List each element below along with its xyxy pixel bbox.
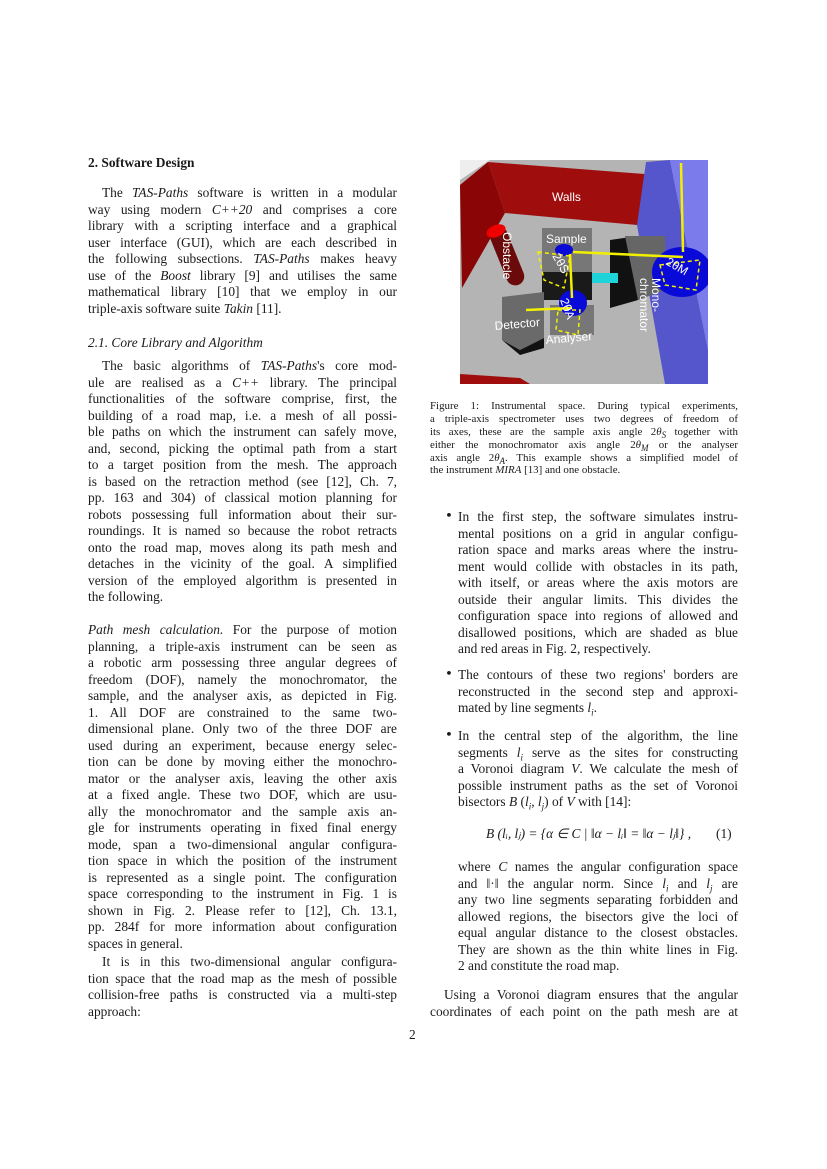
text-segment: S — [661, 429, 667, 440]
text-segment: and red areas in Fig. 2, respectively. — [458, 641, 651, 656]
text-segment: tion space in which the position of the instrument — [88, 853, 397, 868]
bullet-step-3 — [458, 728, 738, 811]
text-segment: is represented as a single point. The configuration — [88, 869, 397, 885]
text-line — [88, 919, 397, 936]
text-segment: i — [520, 752, 524, 763]
text-segment: detaches in the vicinity of the goal. A simplified — [88, 556, 397, 571]
text-line — [458, 892, 738, 909]
text-segment: j — [541, 801, 545, 812]
text-line — [458, 559, 738, 576]
text-segment: V — [571, 761, 580, 776]
text-segment: Figure 1: Instrumental space. During typical experiments, — [430, 400, 738, 412]
text-segment: TAS-Paths — [253, 251, 310, 266]
text-segment: building of a road map, i.e. a mesh of all possi- — [88, 407, 397, 423]
text-segment: . We calculate the mesh of — [579, 761, 738, 776]
text-line — [458, 526, 738, 543]
text-segment: l — [524, 794, 529, 809]
text-segment: spaces in general. — [88, 935, 183, 951]
text-line — [88, 655, 397, 672]
text-segment: l — [516, 744, 521, 760]
text-segment: C++ — [232, 374, 260, 390]
paragraph-after-equation — [458, 859, 738, 975]
text-segment: i — [591, 707, 594, 718]
text-segment: ) of — [544, 794, 567, 809]
text-line — [88, 639, 397, 656]
text-segment: ( — [517, 794, 525, 809]
text-segment: B — [508, 794, 518, 809]
text-line — [458, 745, 738, 762]
text-segment: tion can be done by moving either the monochro- — [88, 754, 397, 769]
text-segment: tion space that the road map as the mesh of possible — [88, 970, 397, 986]
text-line — [88, 540, 397, 557]
text-segment: triple-axis software suite — [88, 300, 224, 316]
text-segment: and — [668, 875, 707, 891]
text-segment: A — [499, 455, 506, 466]
text-segment: pp. 284f for more information about configuration — [88, 919, 397, 934]
text-segment: 1. All DOF are constrained to the same two- — [88, 704, 397, 720]
text-line — [88, 853, 397, 870]
bullet-marker: • — [445, 509, 453, 524]
text-line — [88, 820, 397, 837]
text-segment: space corresponding to the instrument in Fig. 1 is — [88, 886, 397, 901]
text-segment: C++20 — [211, 201, 253, 217]
text-segment: outside their angular limits. This divides the — [458, 591, 738, 607]
text-segment: configuration space into regions of allowed and — [458, 608, 738, 623]
text-segment: For the purpose of motion — [223, 622, 397, 637]
text-line — [88, 672, 397, 689]
text-segment: θ — [494, 451, 500, 464]
text-line — [458, 625, 738, 642]
text-segment: a Voronoi diagram — [458, 761, 572, 776]
text-line — [88, 507, 397, 524]
text-segment: mated by line segments — [458, 700, 588, 715]
text-segment: version of the employed algorithm is presented in — [88, 572, 397, 588]
text-segment: θ — [656, 425, 662, 438]
text-segment: its axes, these are the sample axis angle 2 — [430, 425, 657, 438]
label-2theta-a: 2θA — [557, 296, 578, 322]
text-line — [88, 218, 397, 235]
label-sample: Sample — [546, 232, 587, 246]
text-segment: axis angle 2 — [430, 451, 495, 464]
label-2theta-s: 2θS — [549, 250, 573, 276]
text-segment: The basic algorithms of — [102, 358, 261, 373]
bullet-step-1 — [458, 509, 738, 658]
text-segment: used during an experiment, because energy selec- — [88, 737, 397, 753]
text-line — [458, 700, 738, 717]
text-line — [430, 1004, 738, 1021]
text-segment: [13] and one obstacle. — [521, 464, 621, 477]
text-line — [88, 754, 397, 771]
text-line — [458, 592, 738, 609]
text-segment: robots possessing full information about their sur- — [88, 506, 397, 522]
text-segment: reconstructed in the second step and approxi- — [458, 683, 738, 699]
text-line — [88, 903, 397, 920]
text-line — [88, 202, 397, 219]
label-walls: Walls — [552, 190, 581, 204]
text-segment: 's core mod- — [317, 358, 397, 373]
text-segment: shown in Fig. 2. Please refer to [12], Ch. 13.1, — [88, 902, 397, 918]
text-line — [458, 761, 738, 778]
subsection-heading: 2.1. Core Library and Algorithm — [88, 335, 263, 350]
text-line — [88, 284, 397, 301]
text-segment: mathematical library [10] that we employ in our — [88, 284, 397, 299]
text-line — [88, 457, 397, 474]
text-segment: library with a scripting interface and a graphical — [88, 218, 397, 233]
text-line — [88, 870, 397, 887]
text-segment: or the analyser — [648, 438, 739, 451]
text-line — [458, 575, 738, 592]
text-segment: with itself, or areas where the axis motors are — [458, 575, 738, 590]
text-segment: It is in this two-dimensional angular configura- — [102, 954, 397, 969]
text-segment: a triple-axis spectrometer uses two degrees of freedom of — [430, 412, 738, 425]
text-segment: l — [662, 875, 666, 891]
bullet-marker: • — [445, 728, 453, 743]
text-line — [88, 474, 397, 491]
text-segment: The — [102, 185, 132, 200]
text-segment: library. The principal — [259, 374, 397, 390]
text-segment: , — [531, 794, 538, 809]
text-segment: sample, and the analyser axis, as depicted in Fig. — [88, 688, 397, 703]
text-line — [430, 987, 738, 1004]
paragraph-path-mesh — [88, 622, 397, 952]
text-line — [88, 358, 397, 375]
text-segment: use of the — [88, 267, 161, 283]
text-segment: and comprises a core — [252, 201, 397, 217]
text-segment: mode, span a two-dimensional angular configura- — [88, 836, 397, 852]
text-segment: . This example shows a simplified model of — [505, 451, 738, 464]
text-line — [430, 400, 738, 413]
text-segment: functionalities of the software comprise, first, the — [88, 391, 397, 406]
paragraph-voronoi — [430, 987, 738, 1020]
text-segment: and ‖·‖ the angular norm. Since — [458, 875, 663, 891]
text-line — [88, 771, 397, 788]
label-2theta-m: 2θM — [663, 254, 691, 279]
label-detector: Detector — [494, 315, 541, 333]
text-segment: approach: — [88, 1003, 141, 1019]
text-segment: ment would collide with obstacles in its path, — [458, 558, 738, 574]
text-line — [458, 876, 738, 893]
text-segment: segments — [458, 744, 517, 760]
text-line — [88, 688, 397, 705]
text-line — [88, 886, 397, 903]
text-line — [88, 738, 397, 755]
text-segment: at a fixed angle. These two DOF, which are usu- — [88, 787, 397, 802]
text-segment: ration space and marks areas where the instru- — [458, 542, 738, 557]
text-line — [458, 778, 738, 795]
text-line — [88, 787, 397, 804]
text-segment: TAS-Paths — [260, 358, 318, 373]
bullet-step-2 — [458, 667, 738, 717]
text-segment: roundings. It is named so because the robot retracts — [88, 523, 397, 538]
text-line — [458, 925, 738, 942]
text-line — [430, 439, 738, 452]
text-segment: mator or the analyser axis, leaving the other axis — [88, 770, 397, 786]
text-segment: and, second, picking the optimal path from a start — [88, 440, 397, 456]
label-obstacle: Obstacle — [500, 232, 514, 280]
text-segment: user interface (GUI), which are each described in — [88, 234, 397, 250]
text-line — [458, 728, 738, 745]
text-segment: Takin — [223, 300, 254, 316]
text-line — [458, 542, 738, 559]
text-line — [458, 794, 738, 811]
text-line — [458, 667, 738, 684]
text-segment: mental positions on a grid in angular configu- — [458, 525, 738, 541]
label-analyser: Analyser — [545, 328, 593, 347]
text-segment: Boost — [160, 267, 191, 283]
text-segment: allowed regions, the bisectors give the loci of — [458, 908, 738, 924]
text-line — [88, 441, 397, 458]
text-segment: l — [587, 700, 592, 715]
text-line — [88, 251, 397, 268]
text-segment: C — [498, 859, 508, 874]
figure-instrument-space — [460, 160, 708, 384]
text-segment: TAS-Paths — [131, 185, 189, 200]
text-segment: MIRA — [495, 464, 522, 477]
text-line — [88, 622, 397, 639]
text-line — [88, 936, 397, 953]
text-segment: They are shown as the thin white lines in Fig. — [458, 941, 738, 957]
text-segment: are — [712, 875, 738, 891]
text-segment: l — [706, 875, 710, 891]
text-segment: is based on the retraction method (see [12], Ch. 7, — [88, 473, 397, 489]
text-line — [458, 859, 738, 876]
equation-voronoi: B (lᵢ, lⱼ) = {α ∈ C | ‖α − lᵢ‖ = ‖α − lⱼ‖} , — [486, 826, 692, 841]
page-number: 2 — [409, 1027, 416, 1042]
text-line — [430, 426, 738, 439]
text-segment: to a target position from the mesh. The approach — [88, 457, 397, 472]
paragraph-intro — [88, 185, 397, 317]
text-line — [458, 509, 738, 526]
text-segment: i — [528, 801, 532, 812]
text-segment: The contours of these two regions' borders are — [458, 667, 738, 682]
text-line — [430, 413, 738, 426]
text-line — [430, 464, 738, 477]
text-segment: a robotic arm possessing three angular degrees of — [88, 655, 397, 670]
text-line — [88, 573, 397, 590]
text-line — [88, 1004, 397, 1021]
text-segment: any two line segments separating forbidden and — [458, 892, 738, 907]
text-line — [88, 971, 397, 988]
text-segment: the instrument — [430, 464, 496, 477]
text-segment: makes heavy — [309, 251, 397, 266]
label-mono: Mono- — [649, 278, 663, 313]
text-segment: bisectors — [458, 794, 509, 809]
equation-number: (1) — [716, 826, 732, 841]
text-segment: l — [537, 794, 542, 809]
text-segment: together with — [666, 425, 738, 438]
text-segment: θ — [635, 438, 641, 451]
text-segment: ule are realised as a — [88, 374, 233, 390]
text-line — [88, 705, 397, 722]
text-segment: library [9] and utilises the same — [190, 267, 397, 283]
text-segment: [11]. — [253, 300, 282, 316]
text-segment: with [14]: — [574, 794, 632, 809]
bullet-marker: • — [445, 667, 453, 682]
text-line — [88, 490, 397, 507]
text-line — [458, 909, 738, 926]
text-segment: ally the monochromator and the sample axis an- — [88, 803, 397, 819]
text-line — [458, 684, 738, 701]
paragraph-core-library — [88, 358, 397, 606]
text-line — [88, 721, 397, 738]
text-segment: j — [709, 883, 713, 894]
text-segment: freedom (DOF), namely the monochromator, the — [88, 671, 397, 687]
text-segment: coordinates of each point on the path mesh are at — [430, 1003, 738, 1019]
text-line — [88, 301, 397, 318]
text-segment: either the monochromator axis angle 2 — [430, 438, 636, 451]
text-segment: V — [566, 794, 575, 809]
text-segment: In the central step of the algorithm, the line — [458, 728, 738, 743]
text-line — [88, 391, 397, 408]
text-segment: the following. — [88, 589, 164, 604]
text-segment: Using a Voronoi diagram ensures that the angular — [444, 987, 738, 1002]
section-heading: 2. Software Design — [88, 155, 195, 170]
label-chromator: chromator — [637, 278, 651, 333]
text-segment: onto the road map, moves along its path mesh and — [88, 539, 397, 555]
text-line — [88, 523, 397, 540]
text-segment: gle for instruments operating in fixed final energy — [88, 820, 397, 835]
text-line — [458, 942, 738, 959]
text-segment: In the first step, the software simulates instru- — [458, 509, 738, 524]
text-segment: equal angular distance to the closest obstacles. — [458, 925, 738, 940]
text-line — [88, 235, 397, 252]
text-line — [458, 641, 738, 658]
text-segment: software is written in a modular — [188, 185, 397, 200]
text-segment: possible instrument paths as the set of Voronoi — [458, 777, 738, 793]
text-line — [88, 954, 397, 971]
text-line — [88, 589, 397, 606]
text-segment: ble paths on which the instrument can safely move, — [88, 424, 397, 439]
text-line — [88, 408, 397, 425]
text-segment: Path mesh calculation. — [88, 622, 224, 637]
text-segment: serve as the sites for constructing — [523, 744, 739, 760]
paragraph-road-map — [88, 954, 397, 1020]
text-segment: disallowed positions, which are shaded as blue — [458, 624, 738, 640]
text-line — [88, 424, 397, 441]
text-segment: planning, a triple-axis instrument can be seen as — [88, 638, 397, 654]
text-line — [458, 958, 738, 975]
text-segment: where — [458, 859, 499, 874]
text-segment: i — [666, 883, 669, 894]
text-segment: dimensional plane. Only two of the three DOF are — [88, 721, 397, 736]
text-segment: . — [593, 700, 598, 715]
text-line — [88, 268, 397, 285]
text-segment: the following subsections. — [88, 251, 254, 266]
text-segment: collision-free paths is constructed via a multi-step — [88, 987, 397, 1002]
text-line — [458, 608, 738, 625]
text-segment: M — [641, 442, 649, 453]
text-line — [88, 556, 397, 573]
text-line — [88, 804, 397, 821]
text-line — [88, 837, 397, 854]
text-line — [88, 185, 397, 202]
text-segment: pp. 163 and 304) of classical motion planning for — [88, 490, 397, 505]
text-segment: 2 and constitute the road map. — [458, 958, 620, 973]
text-line — [88, 987, 397, 1004]
text-line — [430, 452, 738, 465]
figure-caption — [430, 400, 738, 477]
text-segment: way using modern — [88, 201, 212, 217]
text-segment: names the angular configuration space — [507, 859, 738, 874]
text-line — [88, 375, 397, 392]
